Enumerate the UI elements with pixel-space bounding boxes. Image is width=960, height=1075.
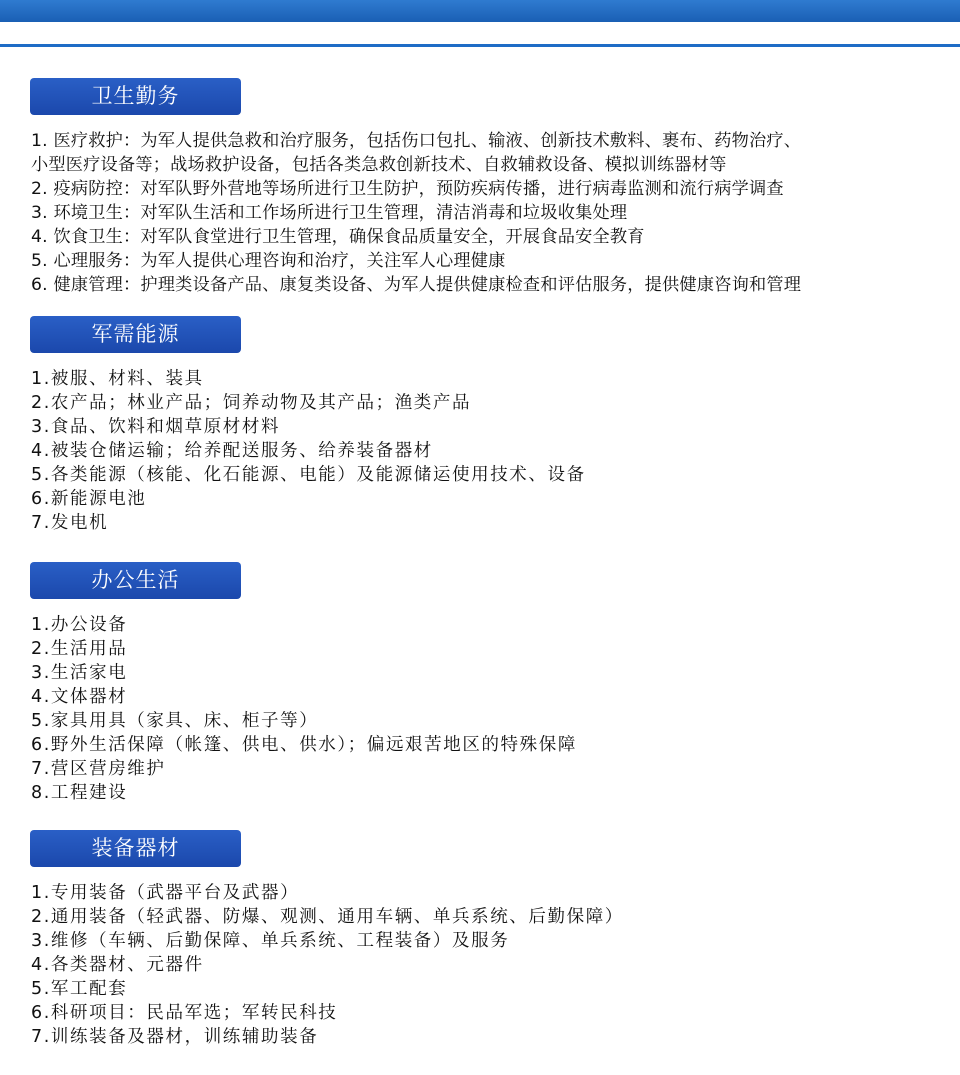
list-item: 3.生活家电: [31, 663, 128, 683]
top-banner-bar: [0, 0, 960, 22]
item-list: [31, 613, 577, 805]
item-list: [31, 881, 624, 1049]
list-item: 2. 疫病防控：对军队野外营地等场所进行卫生防护，预防疾病传播，进行病毒监测和流行病学调查: [31, 179, 784, 199]
list-item: 3. 环境卫生：对军队生活和工作场所进行卫生管理，清洁消毒和垃圾收集处理: [31, 203, 628, 223]
section-title: 办公生活: [30, 562, 241, 599]
list-item: 1.专用装备（武器平台及武器）: [31, 883, 300, 903]
list-item: 4.各类器材、元器件: [31, 955, 204, 975]
section-title: 装备器材: [30, 830, 241, 867]
item-list: [31, 367, 586, 535]
list-item: 3.食品、饮料和烟草原材材料: [31, 417, 281, 437]
list-item: 1.被服、材料、装具: [31, 369, 204, 389]
section-title: 卫生勤务: [30, 78, 241, 115]
section-title: 军需能源: [30, 316, 241, 353]
list-item: 6.野外生活保障（帐篷、供电、供水）；偏远艰苦地区的特殊保障: [31, 735, 577, 755]
list-item: 7.发电机: [31, 513, 109, 533]
list-item: 7.营区营房维护: [31, 759, 166, 779]
top-divider-line: [0, 44, 960, 47]
list-item: 3.维修（车辆、后勤保障、单兵系统、工程装备）及服务: [31, 931, 510, 951]
list-item: 2.农产品；林业产品；饲养动物及其产品；渔类产品: [31, 393, 472, 413]
list-item: 8.工程建设: [31, 783, 128, 803]
list-item: 6. 健康管理：护理类设备产品、康复类设备、为军人提供健康检查和评估服务，提供健康咨询和管理: [31, 275, 802, 295]
list-item: 6.新能源电池: [31, 489, 147, 509]
list-item: 小型医疗设备等；战场救护设备，包括各类急救创新技术、自救辅救设备、模拟训练器材等: [31, 155, 727, 175]
item-list: [31, 129, 801, 297]
list-item: 1. 医疗救护：为军人提供急救和治疗服务，包括伤口包扎、输液、创新技术敷料、裹布、药物治疗、: [31, 131, 802, 151]
list-item: 4.被装仓储运输；给养配送服务、给养装备器材: [31, 441, 433, 461]
list-item: 5. 心理服务：为军人提供心理咨询和治疗，关注军人心理健康: [31, 251, 506, 271]
list-item: 4. 饮食卫生：对军队食堂进行卫生管理，确保食品质量安全，开展食品安全教育: [31, 227, 645, 247]
list-item: 1.办公设备: [31, 615, 128, 635]
list-item: 4.文体器材: [31, 687, 128, 707]
list-item: 2.通用装备（轻武器、防爆、观测、通用车辆、单兵系统、后勤保障）: [31, 907, 624, 927]
list-item: 7.训练装备及器材，训练辅助装备: [31, 1027, 319, 1047]
list-item: 5.家具用具（家具、床、柜子等）: [31, 711, 319, 731]
list-item: 5.军工配套: [31, 979, 128, 999]
list-item: 5.各类能源（核能、化石能源、电能）及能源储运使用技术、设备: [31, 465, 586, 485]
list-item: 6.科研项目：民品军选；军转民科技: [31, 1003, 338, 1023]
list-item: 2.生活用品: [31, 639, 128, 659]
